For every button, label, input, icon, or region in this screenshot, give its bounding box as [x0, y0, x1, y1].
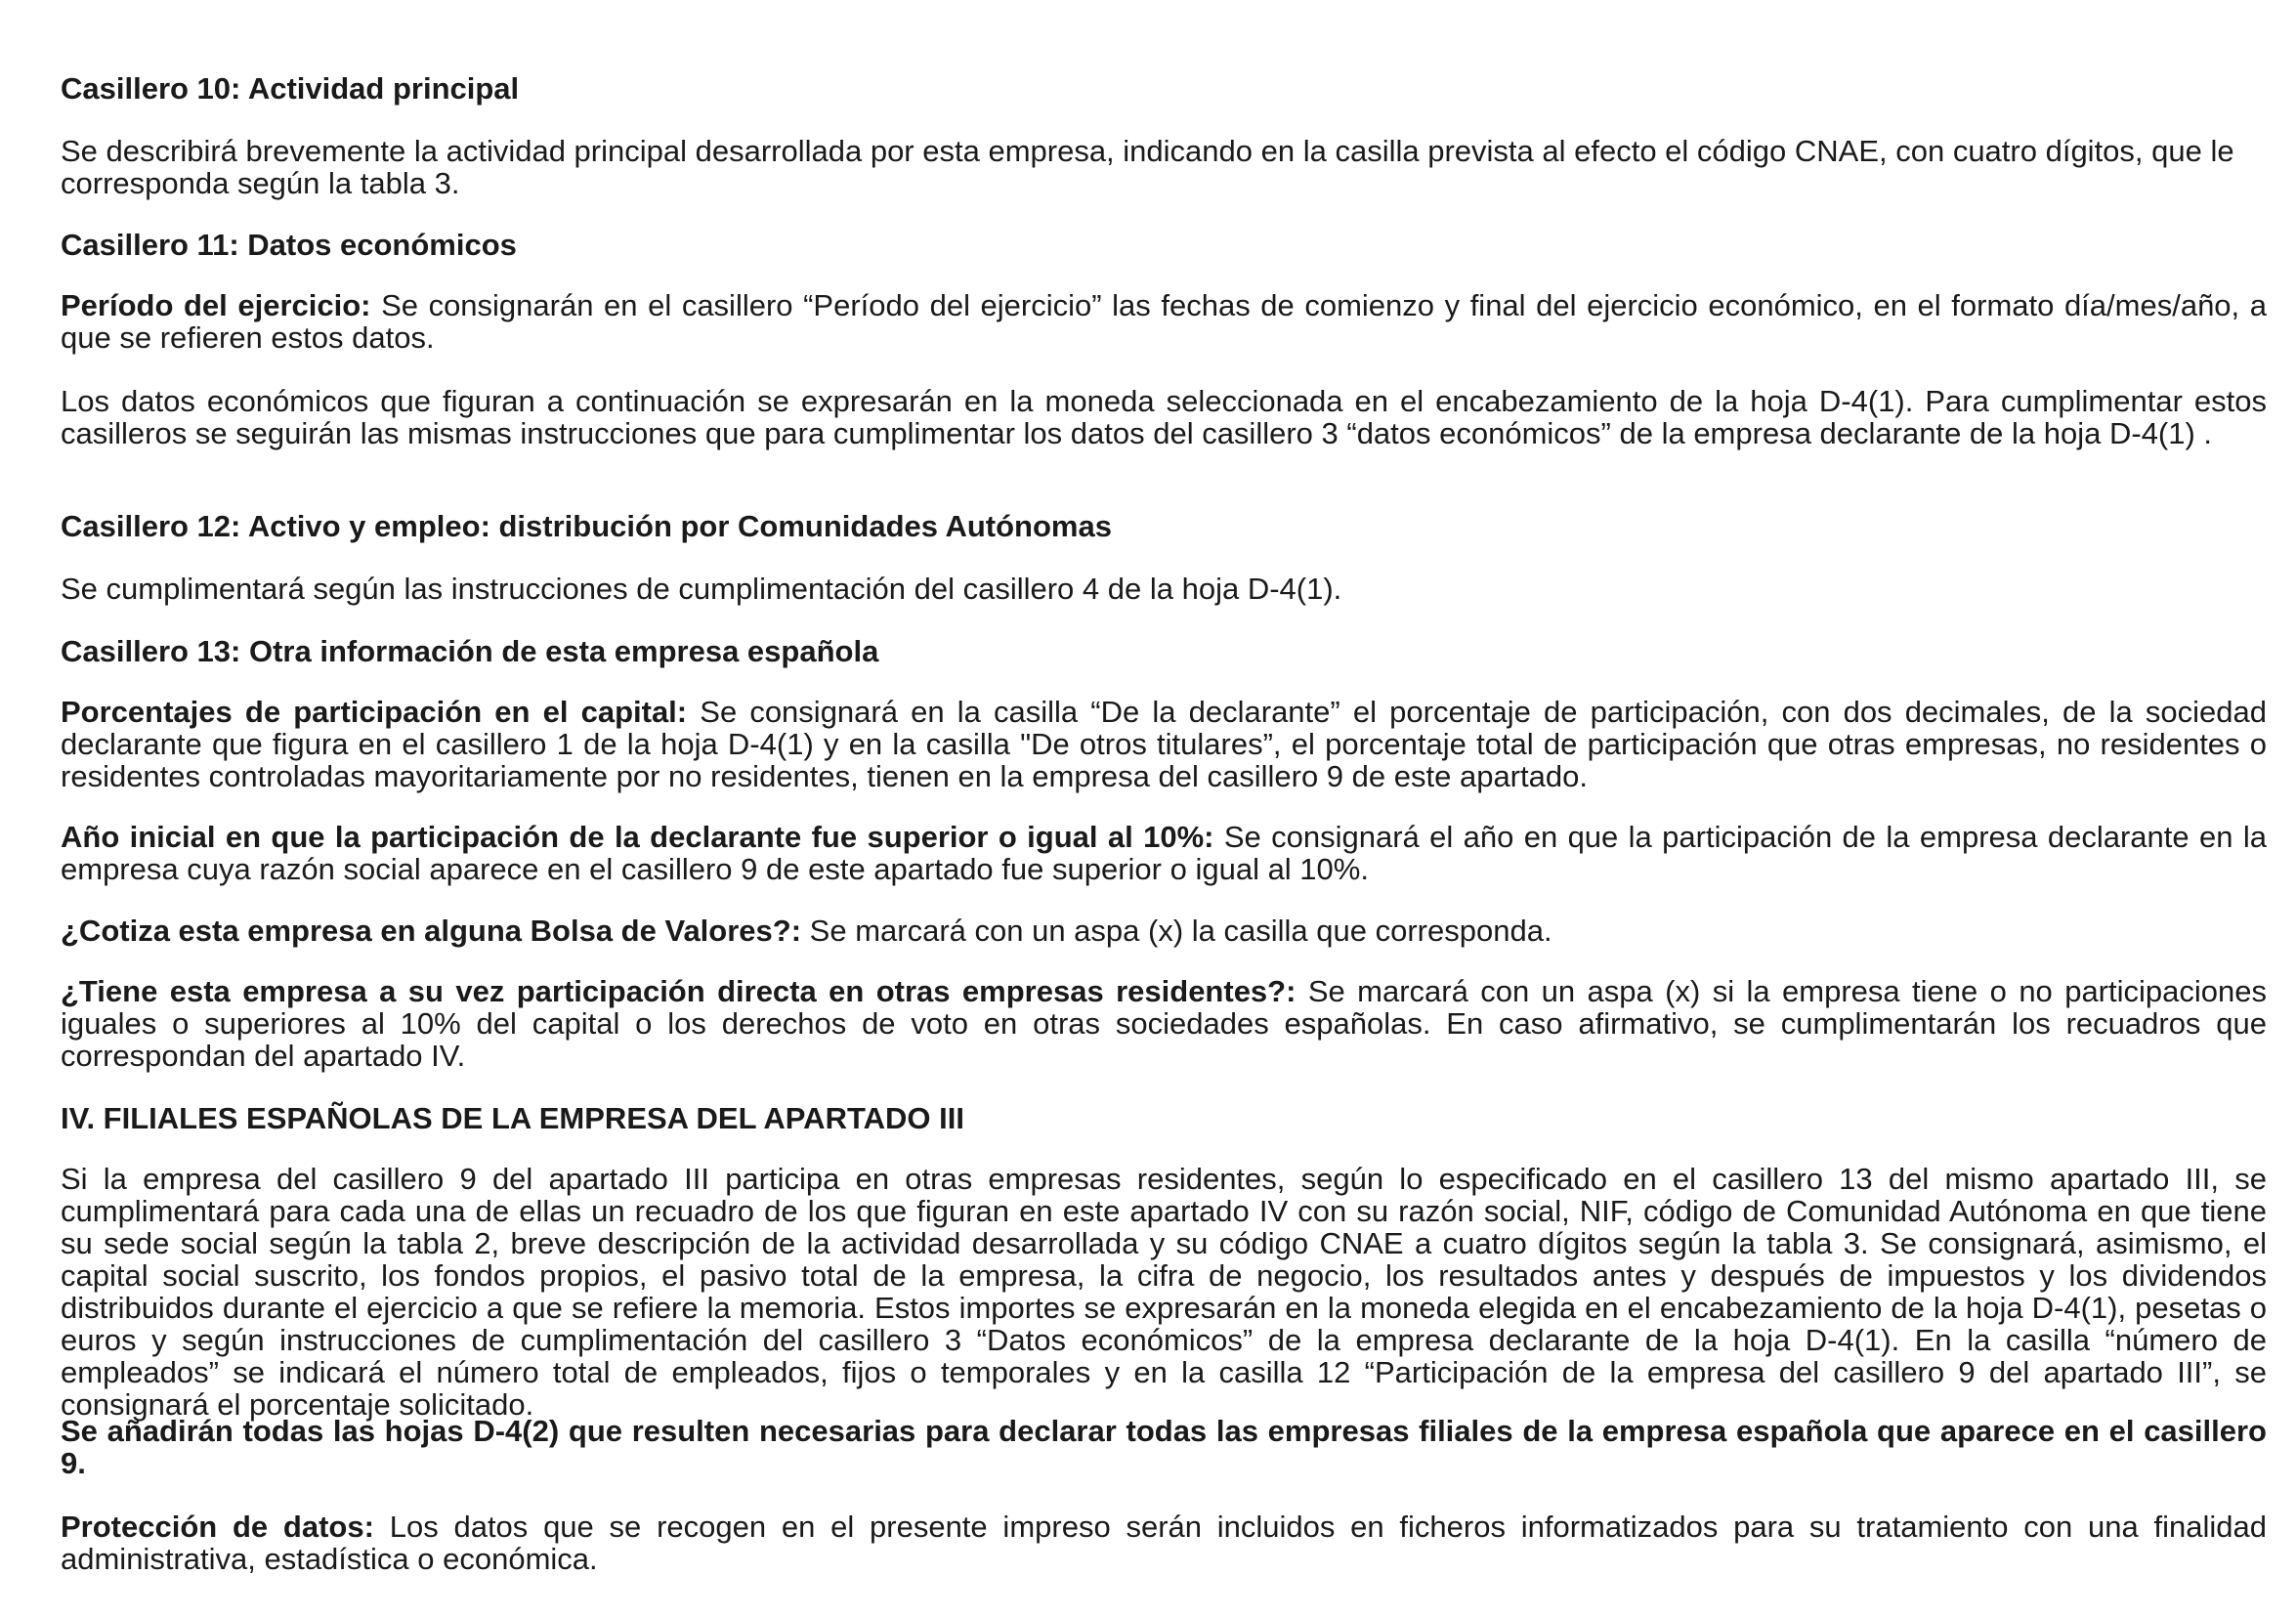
- paragraph: [61, 1163, 2267, 1421]
- section-heading: IV. FILIALES ESPAÑOLAS DE LA EMPRESA DEL APARTADO III: [61, 1101, 964, 1135]
- paragraph: [61, 1511, 2267, 1575]
- section-heading: Casillero 10: Actividad principal: [61, 71, 520, 106]
- paragraph: [61, 135, 2267, 199]
- paragraph: [61, 975, 2267, 1072]
- paragraph-lead: ¿Tiene esta empresa a su vez participación directa en otras empresas residentes?:: [61, 974, 1297, 1008]
- paragraph-text: Si la empresa del casillero 9 del apartado III participa en otras empresas residentes, según lo especificado en el casillero 13 del mismo apartado III, se cumplimentará para cada una de ellas un recuadro de los que figuran en este apartado IV con su razón social, NIF, código de Comunidad Autónoma en que tiene su sede social según la tabla 2, breve descripción de la actividad desarrollada y su código CNAE a cuatro dígitos según la tabla 3. Se consignará, asimismo, el capital social suscrito, los fondos propios, el pasivo total de la empresa, la cifra de negocio, los resultados antes y después de impuestos y los dividendos distribuidos durante el ejercicio a que se refiere la memoria. Estos importes se expresarán en la moneda elegida en el encabezamiento de la hoja D-4(1), pesetas o euros y según instrucciones de cumplimentación del casillero 3 “Datos económicos” de la empresa declarante de la hoja D-4(1). En la casilla “número de empleados” se indicará el número total de empleados, fijos o temporales y en la casilla 12 “Participación de la empresa del casillero 9 del apartado III”, se consignará el porcentaje solicitado.: [61, 1162, 2267, 1422]
- paragraph-text: Se consignará el año en que la participación de la empresa declarante en la empresa cuya razón social aparece en el casillero 9 de este apartado fue superior o igual al 10%.: [61, 820, 2267, 886]
- paragraph: [61, 289, 2267, 354]
- section-heading: Casillero 12: Activo y empleo: distribución por Comunidades Autónomas: [61, 509, 1112, 543]
- paragraph-text: Se consignará en la casilla “De la declarante” el porcentaje de participación, con dos decimales, de la sociedad declarante que figura en el casillero 1 de la hoja D-4(1) y en la casilla "De otros titulares”, el porcentaje total de participación que otras empresas, no residentes o residentes controladas mayoritariamente por no residentes, tienen en la empresa del casillero 9 de este apartado.: [61, 695, 2267, 793]
- paragraph-lead: Protección de datos:: [61, 1510, 374, 1544]
- paragraph: [61, 915, 2267, 947]
- paragraph-lead: Se añadirán todas las hojas D-4(2) que resulten necesarias para declarar todas las empresas filiales de la empresa española que aparece en el casillero 9.: [61, 1414, 2267, 1480]
- section-heading: Casillero 13: Otra información de esta empresa española: [61, 634, 879, 668]
- paragraph-lead: Período del ejercicio:: [61, 288, 371, 322]
- paragraph-text: Se marcará con un aspa (x) la casilla que corresponda.: [801, 914, 1552, 948]
- paragraph-text: Se marcará con un aspa (x) si la empresa tiene o no participaciones iguales o superiores al 10% del capital o los derechos de voto en otras sociedades españolas. En caso afirmativo, se cumplimentarán los recuadros que correspondan del apartado IV.: [61, 974, 2267, 1073]
- paragraph: [61, 1415, 2267, 1479]
- paragraph-text: Se cumplimentará según las instrucciones de cumplimentación del casillero 4 de la hoja D-4(1).: [61, 572, 1342, 606]
- paragraph-text: Los datos económicos que figuran a continuación se expresarán en la moneda seleccionada en el encabezamiento de la hoja D-4(1). Para cumplimentar estos casilleros se seguirán las mismas instrucciones que para cumplimentar los datos del casillero 3 “datos económicos” de la empresa declarante de la hoja D-4(1) .: [61, 384, 2267, 450]
- paragraph-text: Se describirá brevemente la actividad principal desarrollada por esta empresa, indicando en la casilla prevista al efecto el código CNAE, con cuatro dígitos, que le corresponda según la tabla 3.: [61, 134, 2234, 200]
- paragraph-text: Se consignarán en el casillero “Período del ejercicio” las fechas de comienzo y final del ejercicio económico, en el formato día/mes/año, a que se refieren estos datos.: [61, 288, 2267, 355]
- paragraph-text: Los datos que se recogen en el presente impreso serán incluidos en ficheros informatizados para su tratamiento con una finalidad administrativa, estadística o económica.: [61, 1510, 2268, 1576]
- paragraph: [61, 821, 2267, 885]
- paragraph: [61, 385, 2267, 449]
- paragraph: [61, 696, 2267, 792]
- paragraph-lead: Porcentajes de participación en el capital:: [61, 695, 688, 729]
- section-heading: Casillero 11: Datos económicos: [61, 228, 517, 262]
- paragraph: [61, 573, 2267, 605]
- paragraph-lead: ¿Cotiza esta empresa en alguna Bolsa de Valores?:: [61, 914, 802, 948]
- paragraph-lead: Año inicial en que la participación de la declarante fue superior o igual al 10%:: [61, 820, 1214, 854]
